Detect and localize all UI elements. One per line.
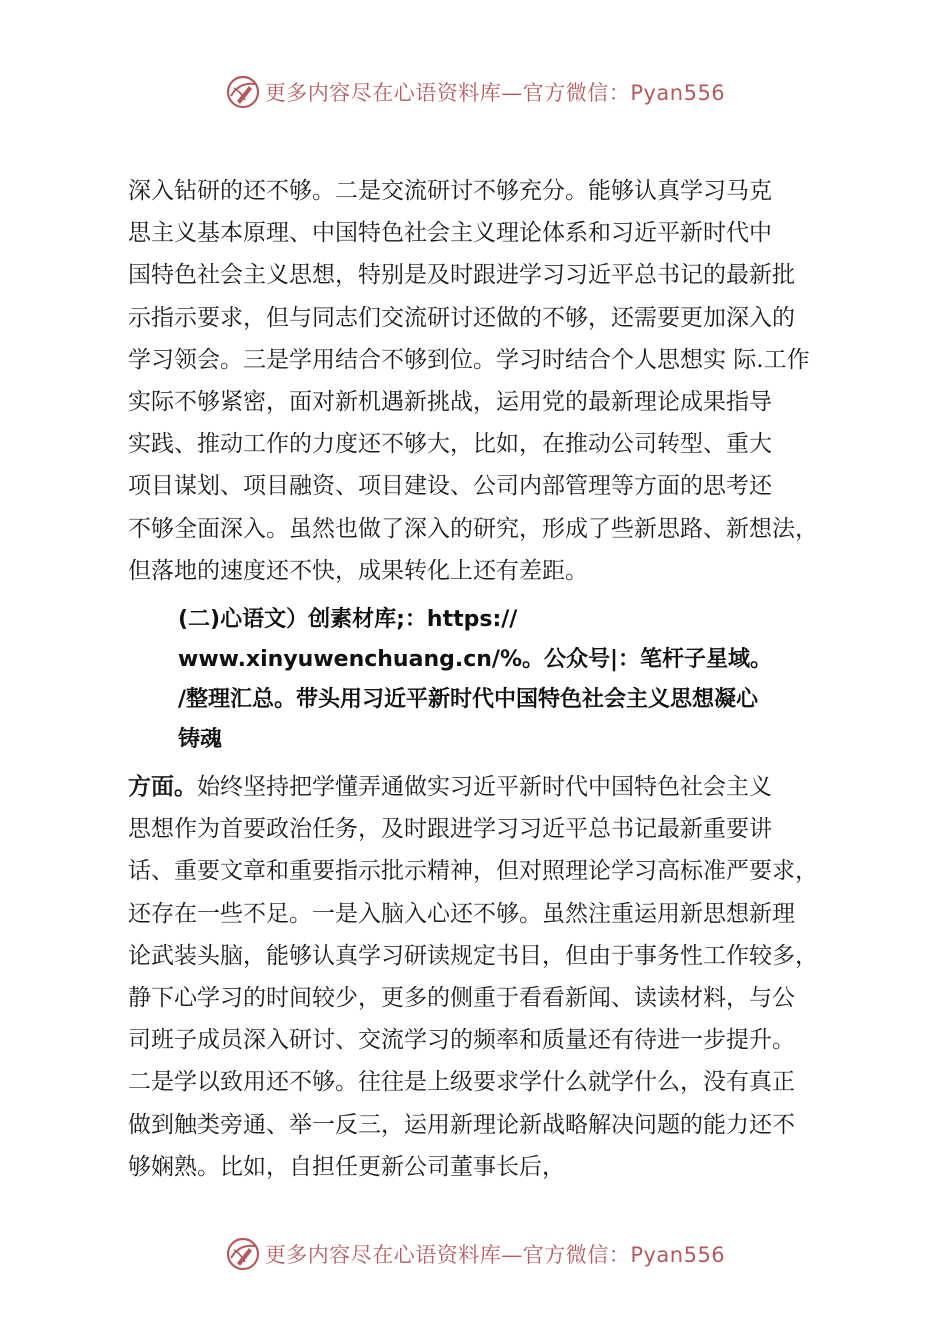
text-line: 司班子成员深入研讨、交流学习的频率和质量还有待进一步提升。: [128, 1027, 795, 1054]
header-watermark-id: Pyan556: [630, 81, 726, 105]
paragraph-2: [128, 766, 848, 1188]
text-line: 思主义基本原理、中国特色社会主义理论体系和习近平新时代中: [128, 220, 772, 247]
text-line: 实际不够紧密，面对新机遇新挑战，运用党的最新理论成果指导: [128, 388, 772, 415]
header-watermark: [0, 70, 950, 114]
footer-watermark: [0, 1232, 950, 1276]
text-line: 深入钻研的还不够。二是交流研讨不够充分。能够认真学习马克: [128, 178, 772, 204]
brand-logo-icon: [225, 74, 261, 110]
text-line: 国特色社会主义思想，特别是及时跟进学习习近平总书记的最新批: [128, 262, 795, 289]
text-line-first: [128, 766, 848, 808]
header-watermark-label: 更多内容尽在心语资料库—官方微信：: [264, 81, 631, 105]
text-line: 示指示要求，但与同志们交流研讨还做的不够，还需要更加深入的: [128, 304, 795, 331]
footer-watermark-text: [265, 1239, 725, 1269]
text-line: 思想作为首要政治任务，及时跟进学习习近平总书记最新重要讲: [128, 816, 772, 843]
footer-watermark-id: Pyan556: [630, 1243, 726, 1267]
heading-line: 铸魂: [178, 727, 223, 752]
text-line: 二是学以致用还不够。往往是上级要求学什么就学什么，没有真正: [128, 1069, 795, 1096]
text-line: 话、重要文章和重要指示批示精神，但对照理论学习高标准严要求，: [128, 858, 818, 885]
section-heading: [178, 600, 878, 760]
text-line: 论武装头脑，能够认真学习研读规定书目，但由于事务性工作较多，: [128, 942, 818, 969]
text-line: 项目谋划、项目融资、项目建设、公司内部管理等方面的思考还: [128, 473, 772, 500]
heading-line: /整理汇总。带头用习近平新时代中国特色社会主义思想凝心: [178, 687, 759, 712]
heading-line: (二)心语文）创素材库;：https://: [178, 607, 518, 632]
heading-line: www.xinyuwenchuang.cn/%。公众号|：笔杆子星域。: [178, 647, 773, 672]
text-line: 静下心学习的时间较少，更多的侧重于看看新闻、读读材料，与公: [128, 984, 795, 1011]
footer-watermark-label: 更多内容尽在心语资料库—官方微信：: [264, 1243, 631, 1267]
text-line: 做到触类旁通、举一反三，运用新理论新战略解决问题的能力还不: [128, 1111, 795, 1138]
text-line: 实践、推动工作的力度还不够大，比如，在推动公司转型、重大: [128, 431, 772, 458]
paragraph-1: [128, 170, 848, 592]
header-watermark-text: [265, 77, 725, 107]
text-line: 但落地的速度还不快，成果转化上还有差距。: [128, 557, 588, 584]
text-line: 够娴熟。比如，自担任更新公司董事长后，: [128, 1153, 565, 1180]
text-line: 不够全面深入。虽然也做了深入的研究，形成了些新思路、新想法，: [128, 515, 818, 542]
text-line: 还存在一些不足。一是入脑入心还不够。虽然注重运用新思想新理: [128, 900, 795, 927]
brand-logo-icon: [225, 1236, 261, 1272]
text-line: 学习领会。三是学用结合不够到位。学习时结合个人思想实 际.工作: [128, 346, 810, 373]
paragraph-first-text: 始终坚持把学懂弄通做实习近平新时代中国特色社会主义: [197, 774, 772, 800]
paragraph-lead: 方面。: [128, 774, 197, 800]
